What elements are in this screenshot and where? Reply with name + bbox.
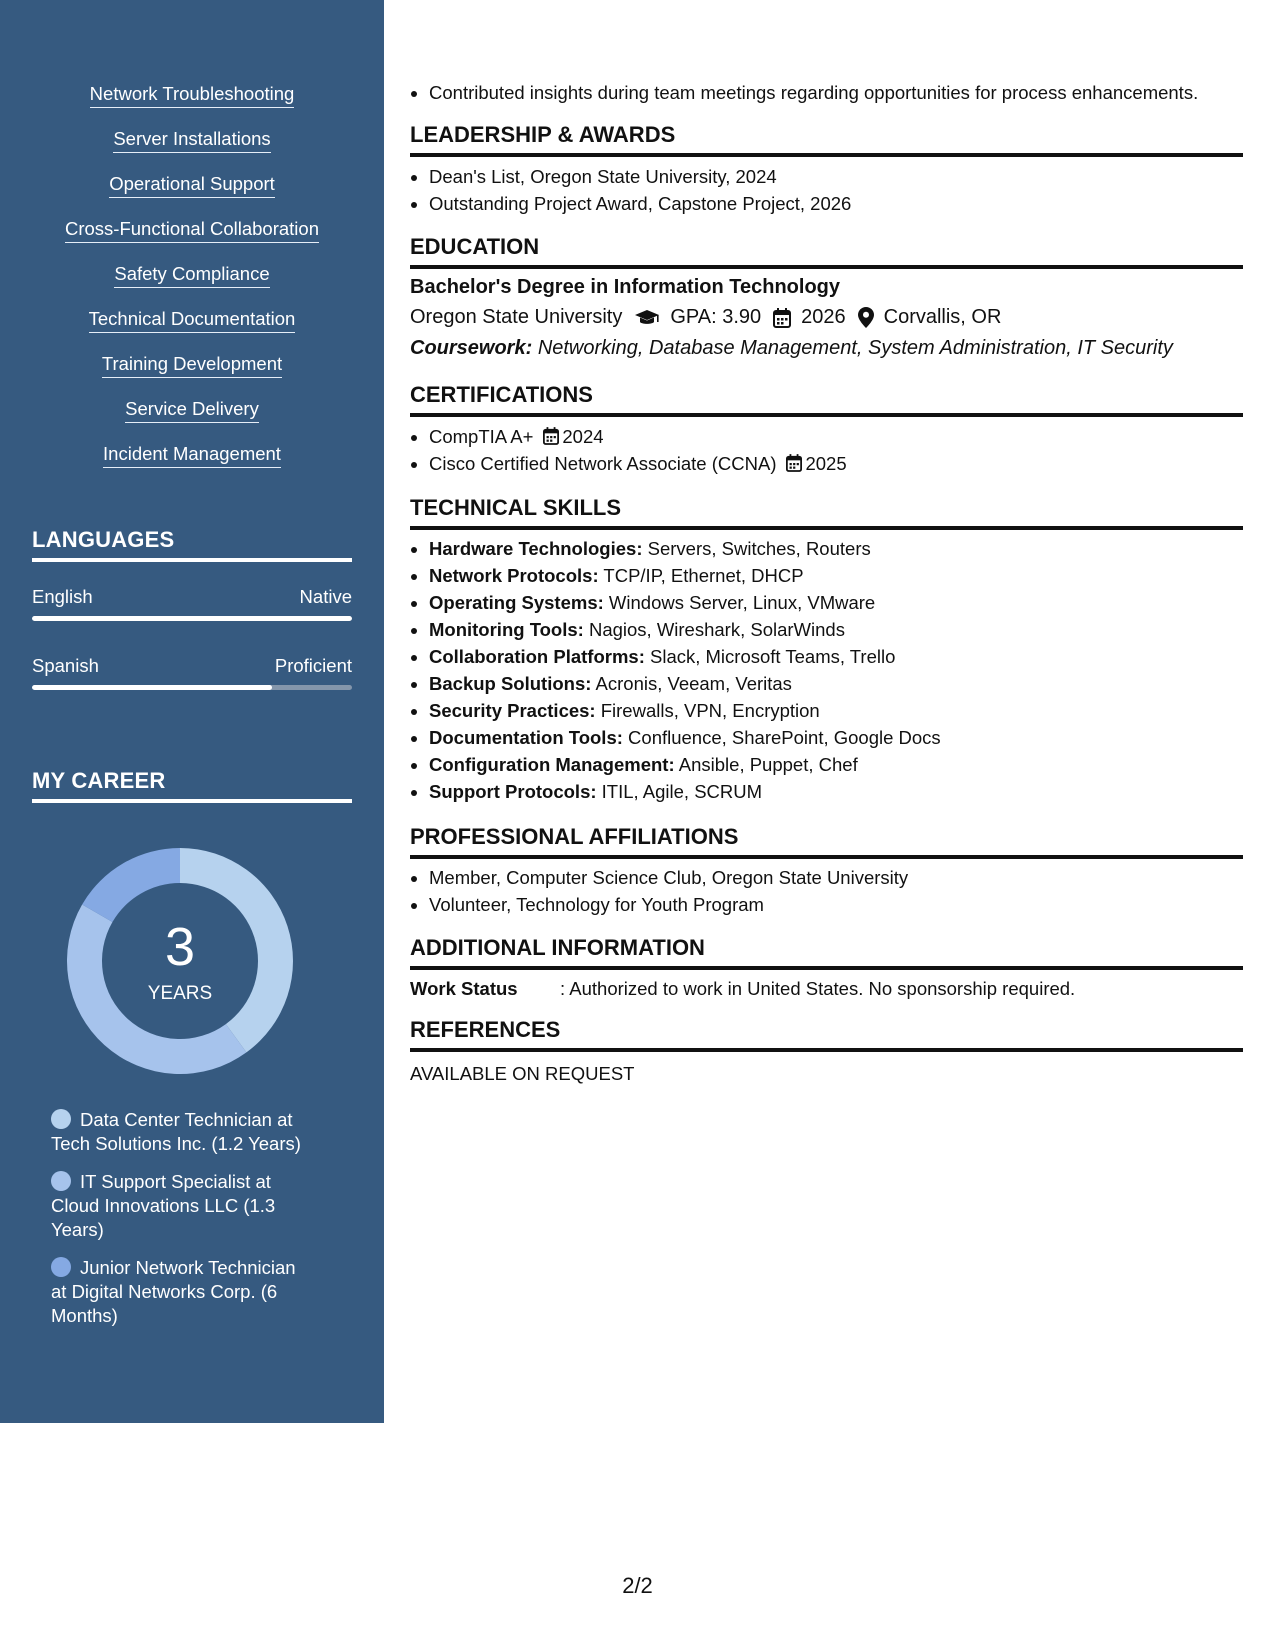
donut-segment-1 — [180, 848, 293, 1052]
education-heading: EDUCATION — [410, 234, 1243, 269]
certifications-heading: CERTIFICATIONS — [410, 382, 1243, 417]
language-level: Native — [299, 586, 352, 607]
skill-item: Service Delivery — [125, 400, 259, 445]
language-bar-fill — [32, 616, 352, 621]
skill-item: Server Installations — [113, 130, 270, 175]
skill-item: Training Development — [102, 355, 282, 400]
career-heading: MY CAREER — [32, 768, 352, 803]
legend-dot-icon — [51, 1171, 71, 1191]
career-legend — [51, 1108, 316, 1342]
list-item: • Contributed insights during team meetings regarding opportunities for process enhancements. — [429, 79, 1243, 106]
career-total-unit: YEARS — [147, 983, 213, 1004]
leadership-list — [410, 163, 1243, 217]
technical-skills-heading: TECHNICAL SKILLS — [410, 495, 1243, 530]
list-item: • Documentation Tools: Confluence, SharePoint, Google Docs — [429, 724, 1243, 751]
page-number: 2/2 — [622, 1573, 653, 1598]
work-status-value: : Authorized to work in United States. No sponsorship required. — [560, 978, 1076, 999]
career-donut-chart — [67, 848, 293, 1074]
skill-item: Technical Documentation — [89, 310, 296, 355]
degree-title: Bachelor's Degree in Information Technology — [410, 276, 841, 298]
affiliations-list — [410, 864, 1243, 918]
list-item — [429, 450, 1243, 477]
graduation-cap-icon — [634, 309, 660, 327]
career-legend-item: Junior Network Technician at Digital Networks Corp. (6 Months) — [51, 1257, 296, 1326]
certifications-list — [410, 423, 1243, 477]
education-details — [410, 306, 1001, 329]
gpa: GPA: 3.90 — [670, 306, 762, 328]
list-item: • Volunteer, Technology for Youth Program — [429, 891, 1243, 918]
certification-name: CompTIA A+ — [429, 426, 534, 447]
language-row-english — [32, 586, 352, 608]
affiliations-heading: PROFESSIONAL AFFILIATIONS — [410, 824, 1243, 859]
leadership-heading: LEADERSHIP & AWARDS — [410, 122, 1243, 157]
calendar-icon — [786, 454, 802, 472]
list-item — [429, 423, 1243, 450]
references-value: AVAILABLE ON REQUEST — [410, 1063, 635, 1084]
certification-year: 2024 — [562, 426, 604, 447]
additional-info-heading: ADDITIONAL INFORMATION — [410, 935, 1243, 970]
experience-list — [410, 79, 1243, 106]
donut-segment-3 — [82, 848, 180, 922]
list-item: • Operating Systems: Windows Server, Linux, VMware — [429, 589, 1243, 616]
list-item: • Configuration Management: Ansible, Puppet, Chef — [429, 751, 1243, 778]
legend-dot-icon — [51, 1257, 71, 1277]
language-row-spanish — [32, 655, 352, 677]
coursework-value: Networking, Database Management, System Administration, IT Security — [537, 337, 1173, 359]
list-item: • Support Protocols: ITIL, Agile, SCRUM — [429, 778, 1243, 805]
languages-heading: LANGUAGES — [32, 527, 352, 562]
skill-item: Operational Support — [109, 175, 275, 220]
language-bar-english — [32, 616, 352, 621]
list-item: • Dean's List, Oregon State University, 2024 — [429, 163, 1243, 190]
skill-item: Network Troubleshooting — [90, 85, 295, 130]
list-item: • Hardware Technologies: Servers, Switches, Routers — [429, 535, 1243, 562]
language-name: Spanish — [32, 655, 99, 676]
location-pin-icon — [858, 307, 874, 328]
skill-item: Cross-Functional Collaboration — [65, 220, 319, 265]
graduation-year: 2026 — [801, 306, 846, 328]
calendar-icon — [773, 308, 791, 328]
list-item: • Network Protocols: TCP/IP, Ethernet, DHCP — [429, 562, 1243, 589]
career-legend-item: IT Support Specialist at Cloud Innovations LLC (1.3 Years) — [51, 1171, 276, 1240]
list-item: • Outstanding Project Award, Capstone Project, 2026 — [429, 190, 1243, 217]
calendar-icon — [543, 427, 559, 445]
list-item: • Member, Computer Science Club, Oregon State University — [429, 864, 1243, 891]
list-item: • Backup Solutions: Acronis, Veeam, Veritas — [429, 670, 1243, 697]
sidebar — [0, 0, 384, 1423]
list-item: • Collaboration Platforms: Slack, Microsoft Teams, Trello — [429, 643, 1243, 670]
language-level: Proficient — [274, 655, 352, 676]
career-total-number: 3 — [164, 917, 196, 977]
school-location: Corvallis, OR — [883, 306, 1002, 328]
list-item: • Monitoring Tools: Nagios, Wireshark, SolarWinds — [429, 616, 1243, 643]
technical-skills-list — [410, 535, 1243, 805]
legend-dot-icon — [51, 1109, 71, 1129]
language-bar-spanish — [32, 685, 352, 690]
skills-list — [0, 85, 384, 490]
list-item: • Security Practices: Firewalls, VPN, Encryption — [429, 697, 1243, 724]
career-legend-item: Data Center Technician at Tech Solutions Inc. (1.2 Years) — [51, 1109, 301, 1154]
certification-year: 2025 — [805, 453, 847, 474]
school-name: Oregon State University — [410, 306, 623, 328]
skill-item: Incident Management — [103, 445, 281, 490]
work-status — [410, 978, 1075, 1000]
references-heading: REFERENCES — [410, 1017, 1243, 1052]
coursework-label: Coursework: — [410, 337, 533, 359]
skill-item: Safety Compliance — [114, 265, 269, 310]
work-status-label: Work Status — [410, 978, 518, 999]
language-name: English — [32, 586, 93, 607]
language-bar-fill — [32, 685, 272, 690]
coursework — [410, 337, 1173, 360]
certification-name: Cisco Certified Network Associate (CCNA) — [429, 453, 777, 474]
